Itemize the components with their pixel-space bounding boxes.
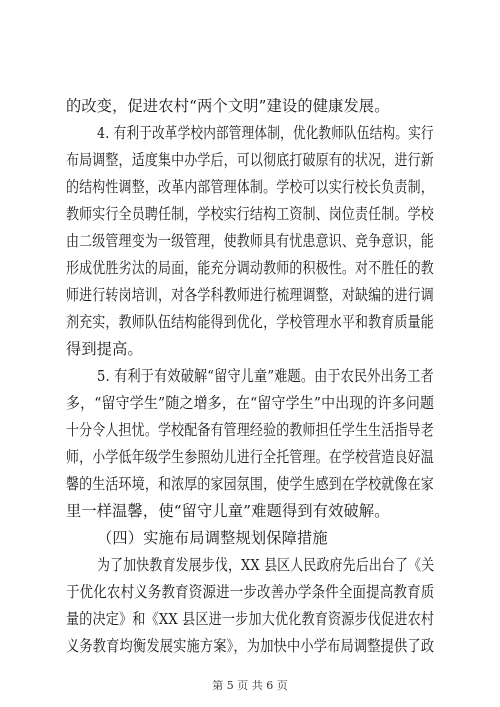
text-line: 的结构性调整，改革内部管理体制。学校可以实行校长负责制， <box>66 178 434 196</box>
text-line: 师进行转岗培训，对各学科教师进行梳理调整，对缺编的进行调 <box>66 286 434 304</box>
text-line: 十分令人担忧。学校配备有管理经验的教师担任学生生活指导老 <box>66 421 434 439</box>
text-line: 的改变，促进农村“两个文明”建设的健康发展。 <box>66 97 390 115</box>
text-line: 教师实行全员聘任制，学校实行结构工资制、岗位责任制。学校 <box>66 205 434 223</box>
text-line: 剂充实，教师队伍结构能得到优化，学校管理水平和教育质量能 <box>66 313 434 331</box>
text-line: 师，小学低年级学生参照幼儿进行全托管理。在学校营造良好温 <box>66 448 434 466</box>
text-line: 形成优胜劣汰的局面，能充分调动教师的积极性。对不胜任的教 <box>66 259 434 277</box>
paragraph-5-heading-line: 5. 有利于有效破解“留守儿童”难题。由于农民外出务工者 <box>97 367 434 385</box>
section-heading: （四）实施布局调整规划保障措施 <box>97 529 328 547</box>
paragraph-4-heading-line: 4. 有利于改革学校内部管理体制，优化教师队伍结构。实行 <box>97 124 434 142</box>
text-line: 于优化农村义务教育资源进一步改善办学条件全面提高教育质 <box>66 583 435 601</box>
text-line: 义务教育均衡发展实施方案》，为加快中小学布局调整提供了政 <box>66 637 435 655</box>
text-line: 量的决定》和《XX 县区进一步加大优化教育资源步伐促进农村 <box>66 610 435 628</box>
text-line: 馨的生活环境，和浓厚的家园氛围，使学生感到在学校就像在家 <box>66 475 434 493</box>
text-line: 多，“留守学生”随之增多，在“留守学生”中出现的许多问题 <box>66 394 435 412</box>
text-line: 布局调整，适度集中办学后，可以彻底打破原有的状况，进行新 <box>66 151 434 169</box>
text-line: 由二级管理变为一级管理，使教师具有忧患意识、竞争意识，能 <box>66 232 434 250</box>
text-line: 为了加快教育发展步伐，XX 县区人民政府先后出台了《关 <box>97 556 435 574</box>
text-line: 里一样温馨，使“留守儿童”难题得到有效破解。 <box>66 502 390 520</box>
page-footer: 第 5 页 共 6 页 <box>212 679 288 692</box>
text-line: 得到提高。 <box>66 340 143 358</box>
